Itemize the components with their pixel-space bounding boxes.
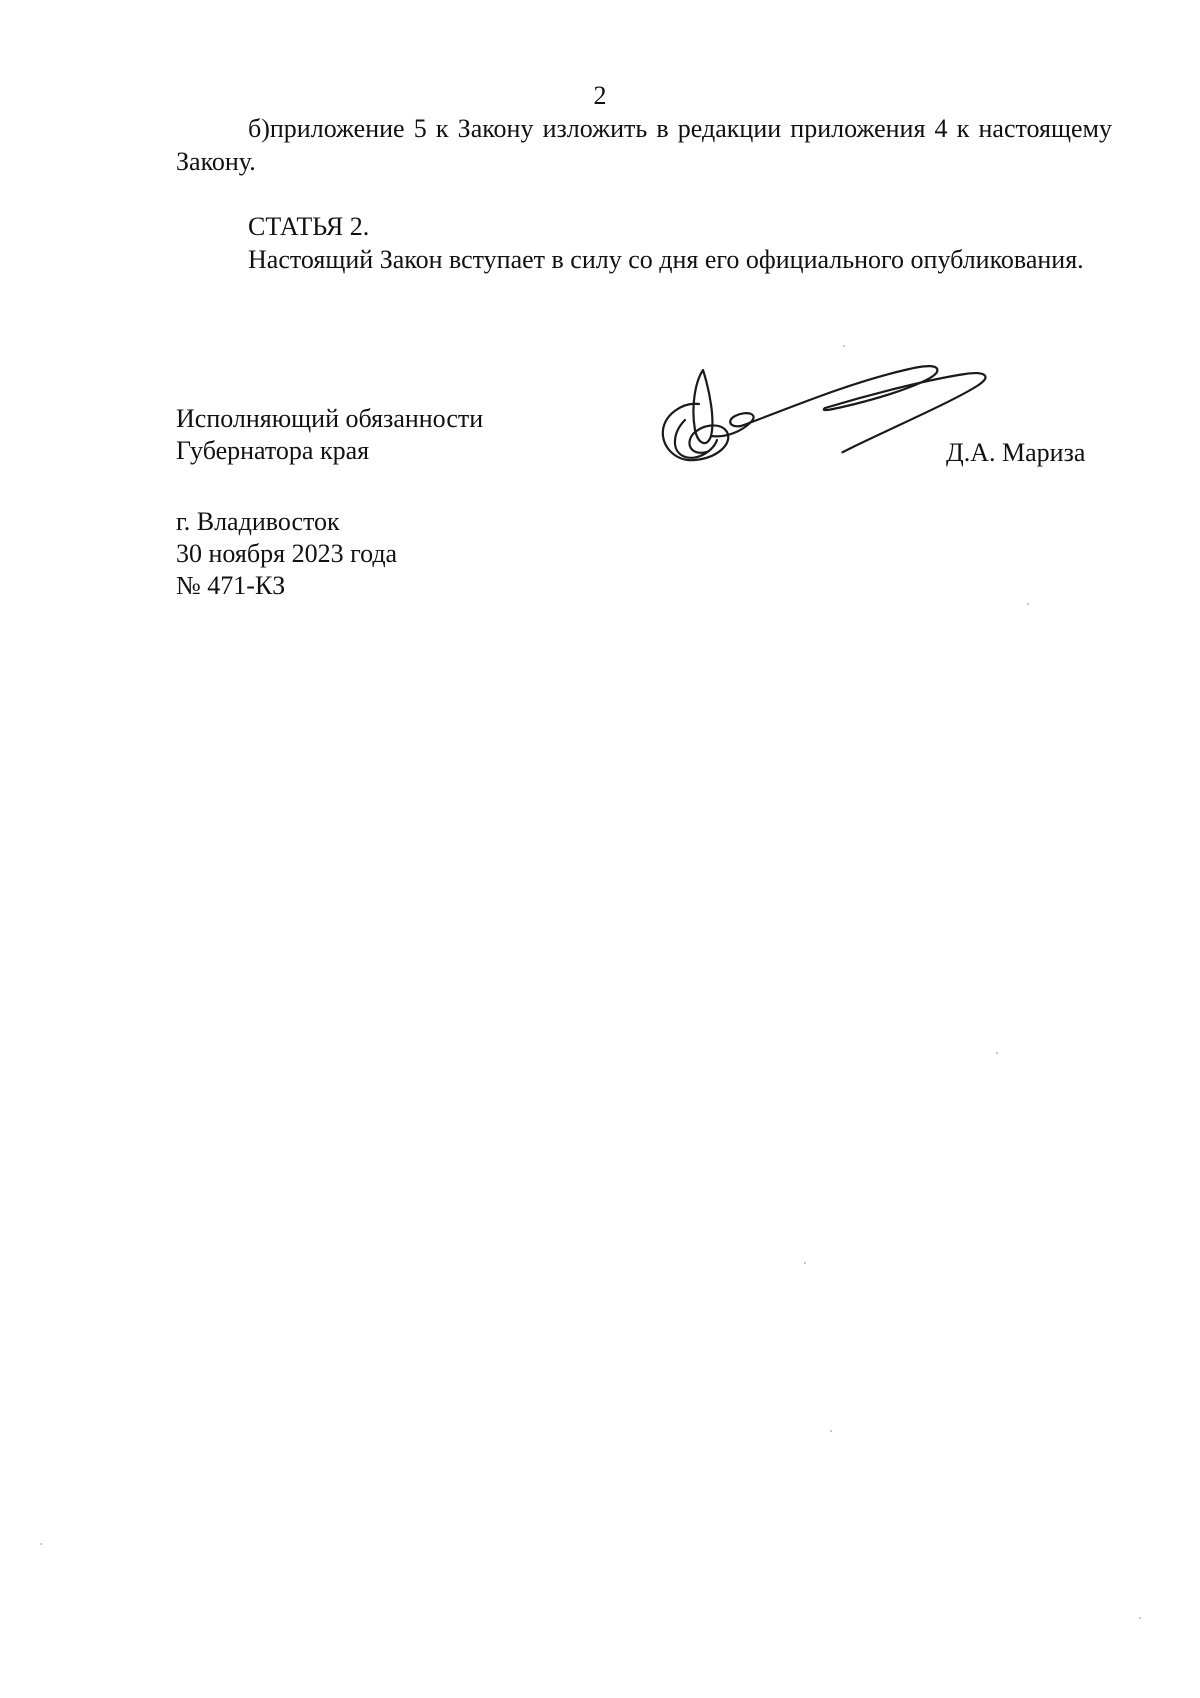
signer-name: Д.А. Мариза bbox=[946, 438, 1086, 467]
amendment-section bbox=[176, 112, 1112, 178]
position-line-1: Исполняющий обязанности bbox=[176, 404, 484, 433]
article-title: СТАТЬЯ 2. bbox=[248, 212, 370, 241]
scan-speck bbox=[996, 1052, 998, 1054]
amendment-paragraph: б)приложение 5 к Закону изложить в редакции приложения 4 к настоящему Закону. bbox=[176, 114, 1112, 176]
article-section bbox=[176, 210, 1112, 276]
issuance-city: г. Владивосток bbox=[176, 507, 340, 536]
scan-speck bbox=[804, 1262, 806, 1264]
signatory-position bbox=[176, 403, 483, 467]
scan-speck bbox=[40, 1543, 42, 1545]
issuance-number: № 471-КЗ bbox=[176, 571, 286, 600]
page-number: 2 bbox=[593, 81, 607, 110]
scan-speck bbox=[830, 1430, 832, 1432]
article-paragraph: Настоящий Закон вступает в силу со дня его официального опубликования. bbox=[248, 245, 1084, 274]
scan-speck bbox=[843, 345, 845, 347]
issuance-date: 30 ноября 2023 года bbox=[176, 539, 398, 568]
issuance-details bbox=[176, 506, 397, 602]
scan-speck bbox=[1139, 1617, 1141, 1619]
scan-speck bbox=[1027, 603, 1029, 605]
position-line-2: Губернатора края bbox=[176, 436, 370, 465]
